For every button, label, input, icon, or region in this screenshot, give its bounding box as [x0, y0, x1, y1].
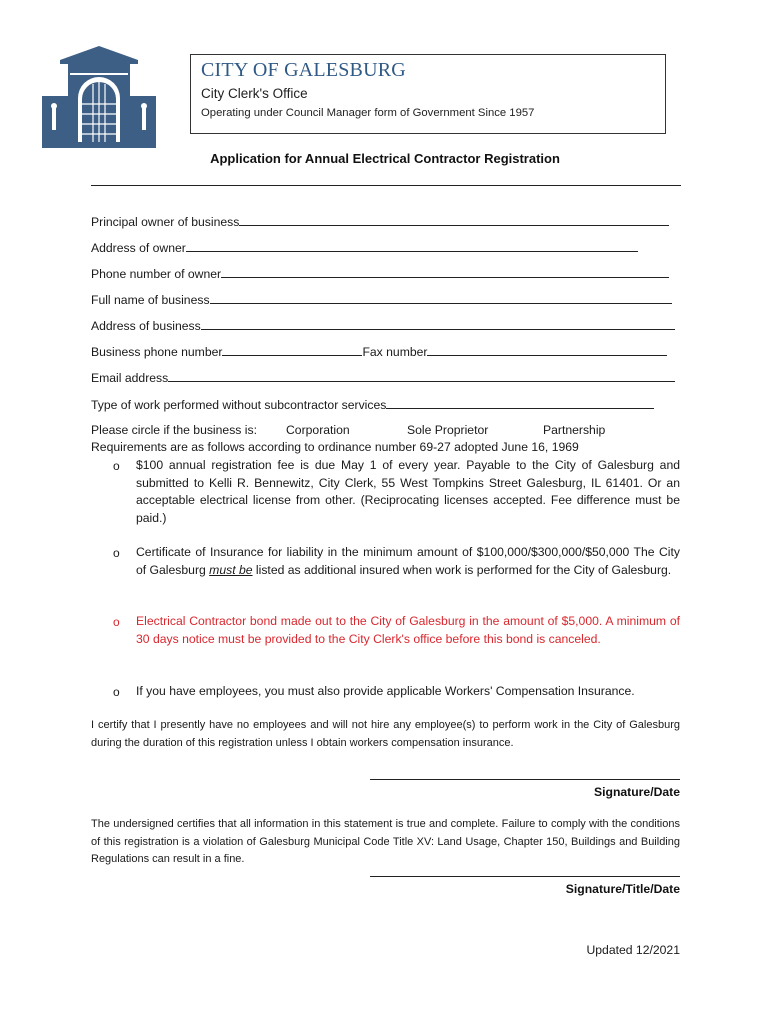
work-type-input-line[interactable]: [386, 397, 654, 409]
document-title: Application for Annual Electrical Contractor Registration: [210, 151, 560, 166]
business-phone-input-line[interactable]: [222, 344, 362, 356]
updated-date: Updated 12/2021: [586, 943, 680, 957]
office-name: City Clerk's Office: [201, 86, 308, 101]
government-note: Operating under Council Manager form of Government Since 1957: [201, 107, 535, 119]
email-input-line[interactable]: [168, 370, 675, 382]
business-name-field: [91, 292, 672, 307]
title-divider: [91, 185, 681, 186]
signature-date-line[interactable]: [370, 779, 680, 780]
email-field: [91, 370, 675, 385]
signature-title-date-label: Signature/Title/Date: [565, 882, 680, 896]
fax-label: Fax number: [362, 345, 428, 359]
owner-phone-input-line[interactable]: [221, 266, 669, 278]
requirement-workers-comp: If you have employees, you must also provide applicable Workers' Compensation Insurance.: [136, 684, 635, 698]
option-corporation[interactable]: Corporation: [286, 423, 350, 437]
bullet-bond: o: [113, 615, 120, 629]
option-partnership[interactable]: Partnership: [543, 423, 606, 437]
field-label: Full name of business: [91, 293, 210, 307]
option-sole-proprietor[interactable]: Sole Proprietor: [407, 423, 489, 437]
signature-date-label: Signature/Date: [593, 785, 680, 799]
field-label: Phone number of owner: [91, 267, 222, 281]
requirements-intro: Requirements are as follows according to ordinance number 69-27 adopted June 16, 1969: [91, 440, 579, 454]
owner-phone-field: [91, 266, 669, 281]
owner-address-input-line[interactable]: [186, 240, 638, 252]
work-type-field: [91, 397, 654, 412]
principal-owner-input-line[interactable]: [239, 214, 669, 226]
field-label: Business phone number: [91, 345, 223, 359]
requirement-bond: Electrical Contractor bond made out to the City of Galesburg in the amount of $5,000. A minimum of 30 days notice must be provided to the City Clerk's office before this bond is canceled.: [136, 614, 680, 646]
city-hall-logo: [42, 44, 156, 148]
bullet-workers-comp: o: [113, 685, 120, 699]
field-label: Address of owner: [91, 241, 186, 255]
certification-text: I certify that I presently have no employees and will not hire any employee(s) to perform work in the City of Galesburg during the duration of this registration unless I obtain workers compensation insurance.: [91, 719, 680, 749]
business-name-input-line[interactable]: [210, 292, 672, 304]
field-label: Email address: [91, 371, 169, 385]
bullet-insurance: o: [113, 546, 120, 560]
bullet-fee: o: [113, 459, 120, 473]
requirement-fee: $100 annual registration fee is due May 1 of every year. Payable to the City of Galesburg and submitted to Kelli R. Bennewitz, City Clerk, 55 West Tompkins Street Galesburg, IL 61401. Or an acceptable electrical license from other. (Reciprocating licenses accepted. Fee difference must be paid.): [136, 458, 680, 525]
undersigned-statement: The undersigned certifies that all information in this statement is true and complete. Failure to comply with the conditions of this registration is a violation of Galesburg Municipal Code Title XV: Land Usage, Chapter 150, Buildings and Building Regulations can result in a fine.: [91, 818, 680, 865]
business-type-prompt: Please circle if the business is:: [91, 423, 257, 437]
requirement-insurance: [136, 544, 680, 579]
fax-input-line[interactable]: [427, 344, 667, 356]
insurance-text-start: Certificate of Insurance for liability in the minimum amount of $100,000/$300,000/$50,000 The City of Galesburg: [136, 545, 680, 577]
business-address-field: [91, 318, 675, 333]
insurance-text-end: listed as additional insured when work is performed for the City of Galesburg.: [252, 562, 672, 577]
signature-title-date-line[interactable]: [370, 876, 680, 877]
business-phone-field: [91, 344, 667, 359]
principal-owner-field: [91, 214, 669, 229]
field-label: Address of business: [91, 319, 201, 333]
business-address-input-line[interactable]: [201, 318, 675, 330]
owner-address-field: [91, 240, 638, 255]
insurance-emphasis: must be: [209, 562, 253, 577]
header-box: [190, 54, 666, 134]
field-label: Principal owner of business: [91, 215, 240, 229]
field-label: Type of work performed without subcontractor services: [91, 398, 387, 412]
city-name: CITY OF GALESBURG: [201, 59, 406, 81]
